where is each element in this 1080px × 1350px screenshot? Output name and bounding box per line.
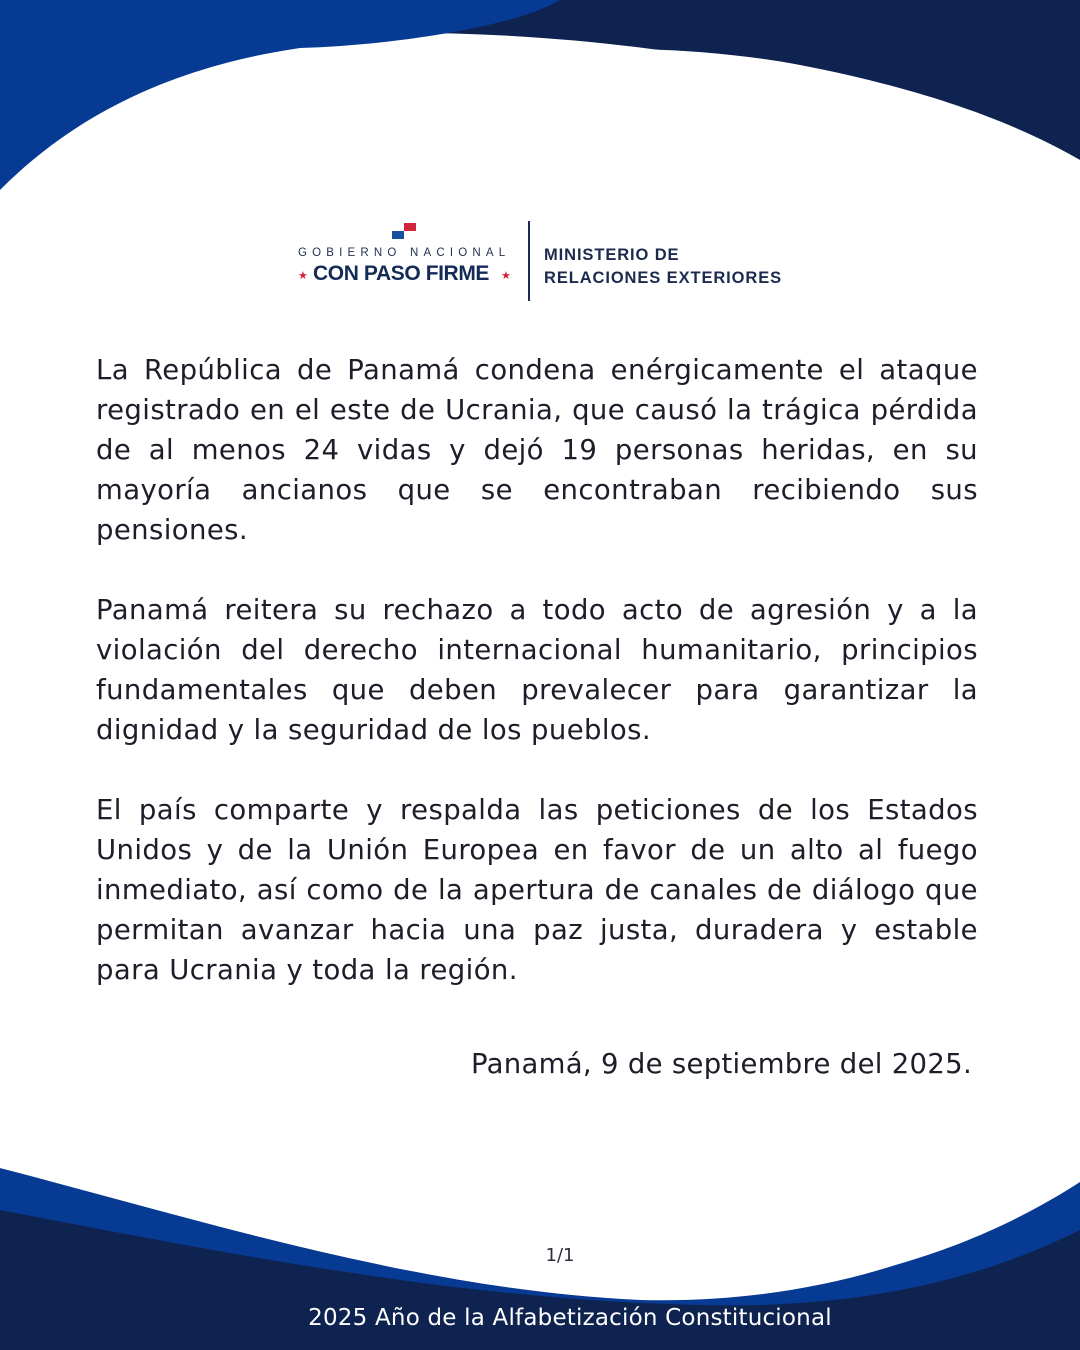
statement-paragraph: Panamá reitera su rechazo a todo acto de agresión y a la violación del derecho internacional humanitario, principios fundamentales que deben prevalecer para garantizar la dignidad y la seguridad de los pueblos. — [96, 594, 978, 746]
government-header — [0, 215, 1080, 305]
star-icon: ★ — [298, 269, 308, 282]
panama-flag-icon — [392, 223, 416, 239]
header-divider — [528, 221, 530, 301]
gobierno-nacional-label: GOBIERNO NACIONAL — [298, 247, 511, 259]
statement-paragraph: El país comparte y respalda las peticiones de los Estados Unidos y de la Unión Europea en favor de un alto al fuego inmediato, así como de la apertura de canales de diálogo que permitan avanzar hacia una paz justa, duradera y estable para Ucrania y toda la región. — [96, 794, 978, 986]
ministry-name-line1: MINISTERIO DE — [544, 246, 680, 264]
ministry-name-line2: RELACIONES EXTERIORES — [544, 269, 783, 287]
footer-motto: 2025 Año de la Alfabetización Constitucional — [308, 1305, 832, 1331]
lema-label: CON PASO FIRME — [313, 262, 490, 285]
page-number: 1/1 — [545, 1245, 575, 1266]
statement-body — [96, 350, 978, 1030]
star-icon: ★ — [501, 269, 511, 282]
statement-date: Panamá, 9 de septiembre del 2025. — [471, 1048, 972, 1080]
statement-paragraph: La República de Panamá condena enérgicamente el ataque registrado en el este de Ucrania, que causó la trágica pérdida de al menos 24 vidas y dejó 19 personas heridas, en su mayoría ancianos que se encontraban recibiendo sus pensiones. — [96, 354, 978, 546]
lema-row — [298, 262, 512, 288]
